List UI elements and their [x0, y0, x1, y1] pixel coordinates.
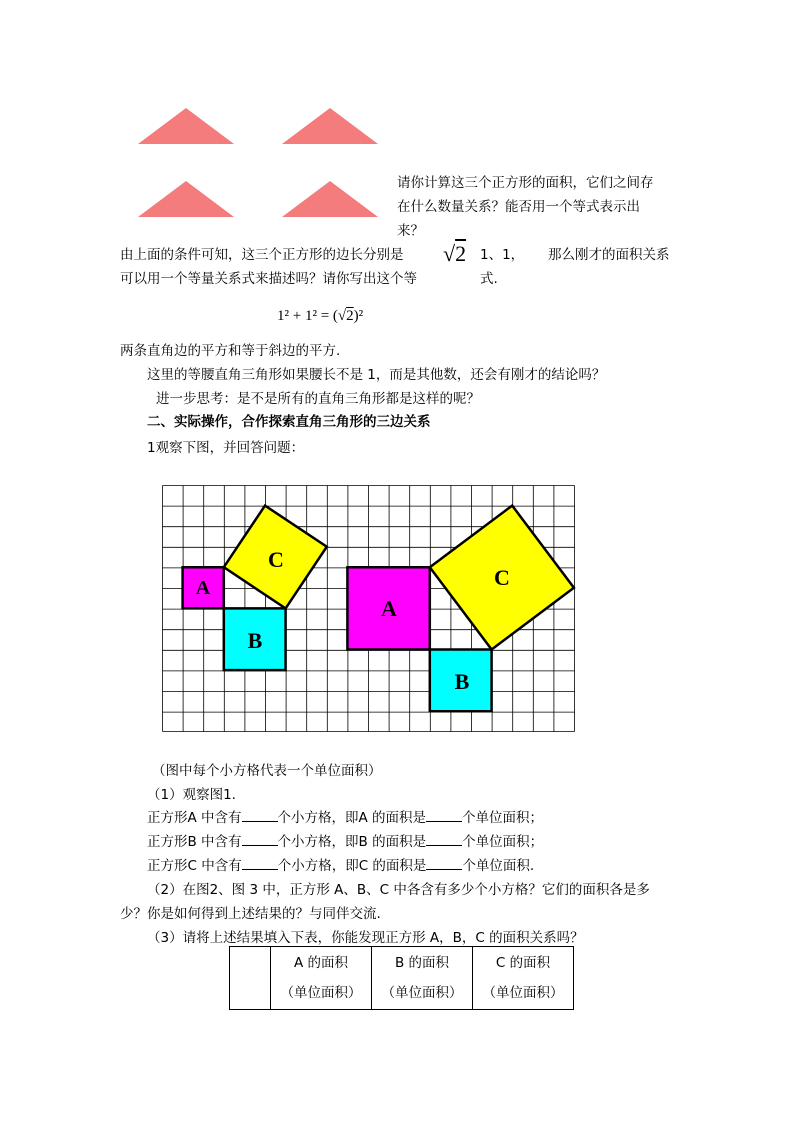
table-corner-cell: [230, 947, 271, 1010]
question-2-line-2: 少？你是如何得到上述结果的？与同伴交流.: [120, 906, 381, 922]
label-a-small: A: [195, 577, 211, 599]
label-b-small: B: [247, 628, 263, 653]
sqrt-two: √2: [443, 241, 467, 266]
triangle-top-right: [282, 108, 378, 144]
known-line-1: 由上面的条件可知，这三个正方形的边长分别是: [120, 247, 404, 263]
label-a-large: A: [381, 596, 397, 621]
triangle-top-left: [138, 108, 234, 144]
question-3: （3）请将上述结果填入下表，你能发现正方形 A，B，C 的面积关系吗？: [147, 930, 584, 946]
question-1: （1）观察图1.: [147, 787, 236, 803]
grid-figure: [162, 485, 578, 741]
table-row: [230, 947, 574, 1010]
question-other-text: 这里的等腰直角三角形如果腰长不是 1，而是其他数，还会有刚才的结论吗？: [147, 367, 606, 383]
triangle-bottom-left: [138, 181, 234, 217]
then-text: 那么刚才的面积关系: [548, 247, 670, 263]
conclusion-text: 两条直角边的平方和等于斜边的平方.: [120, 343, 341, 359]
known-line-2-end: 式.: [480, 271, 498, 287]
known-line-2: 可以用一个等量关系式来描述吗？请你写出这个等: [120, 271, 417, 287]
blank-a-area[interactable]: [426, 807, 462, 822]
label-c-small: C: [268, 547, 284, 572]
section-heading: 二、实际操作，合作探索直角三角形的三边关系: [147, 414, 431, 430]
side-values: 1、1，: [480, 247, 525, 263]
triangle-bottom-right: [282, 181, 378, 217]
grid-caption: （图中每个小方格代表一个单位面积）: [152, 763, 382, 779]
table-header-b: B 的面积 （单位面积）: [372, 947, 473, 1010]
triangles-figure: [130, 100, 390, 225]
blank-c-count[interactable]: [242, 855, 278, 870]
fill-line-a: 正方形A 中含有 个小方格，即A 的面积是 个单位面积；: [147, 807, 543, 829]
blank-b-count[interactable]: [242, 831, 278, 846]
label-c-large: C: [494, 565, 510, 590]
results-table: [229, 946, 574, 1010]
label-b-large: B: [454, 669, 470, 694]
question-line-1: 请你计算这三个正方形的面积，它们之间存: [397, 175, 654, 191]
blank-c-area[interactable]: [426, 855, 462, 870]
fill-line-c: 正方形C 中含有 个小方格，即C 的面积是 个单位面积.: [147, 855, 534, 877]
question-line-2: 在什么数量关系？能否用一个等式表示出: [397, 199, 640, 215]
question-2-line-1: （2）在图2、图 3 中，正方形 A、B、C 中各含有多少个小方格？它们的面积各是多: [147, 882, 650, 898]
question-line-3: 来？: [397, 223, 424, 239]
table-header-c: C 的面积 （单位面积）: [473, 947, 574, 1010]
equation: 1² + 1² = (√2)²: [277, 308, 364, 324]
further-thinking-text: 进一步思考：是不是所有的直角三角形都是这样的呢？: [156, 391, 480, 407]
task-1-text: 1观察下图，并回答问题：: [147, 440, 305, 456]
fill-line-b: 正方形B 中含有 个小方格，即B 的面积是 个单位面积；: [147, 831, 543, 853]
blank-b-area[interactable]: [426, 831, 462, 846]
grid-svg: [162, 485, 578, 737]
blank-a-count[interactable]: [242, 807, 278, 822]
table-header-a: A 的面积 （单位面积）: [271, 947, 372, 1010]
